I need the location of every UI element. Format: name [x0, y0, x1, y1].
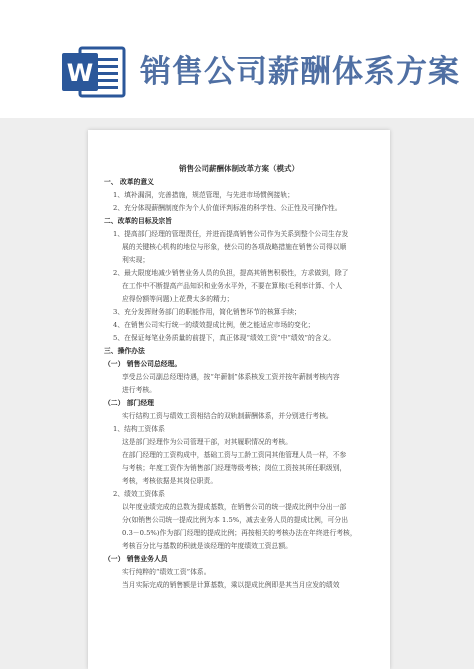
section-heading: （一） 销售公司总经理。: [104, 360, 182, 368]
paragraph-line: 这是部门经理作为公司管理干部，对其履职情况的考核。: [122, 438, 292, 446]
paragraph-line: 2、绩效工资体系: [113, 490, 165, 498]
paragraph-line: 在工作中不断提高产品知识和业务水平外，不要在算账(毛利率计算、个人: [122, 282, 343, 290]
paragraph-line: 0.3－0.5%)作为部门经理的提成比例；再按相关的考核办法在年终进行考核，: [122, 529, 357, 537]
paragraph-line: 3、充分发挥财务部门的职能作用，简化销售环节的核算手续；: [113, 308, 301, 316]
paragraph-line: 考核，考核依据是其岗位职责。: [122, 477, 218, 485]
section-heading: 二、改革的目标及宗旨: [104, 217, 172, 225]
paragraph-line: 1、结构工资体系: [113, 425, 165, 433]
section-heading: （一） 销售业务人员: [104, 555, 168, 563]
banner-title: 销售公司薪酬体系方案: [140, 54, 460, 90]
paragraph-line: 利实现；: [122, 256, 150, 264]
paragraph-line: 2、最大限度地减少销售业务人员的负担，提高其销售积极性，方求做到，除了: [113, 269, 349, 277]
paragraph-line: 1、提高部门经理的管理责任，并进而提高销售公司作为关系到整个公司生存发: [113, 230, 349, 238]
paragraph-line: 考核百分比与基数的积就是该经理的年度绩效工资总额。: [122, 542, 292, 550]
section-heading: （二） 部门经理: [104, 399, 154, 407]
paragraph-line: 实行结构工资与绩效工资相结合的双轨制薪酬体系，并分别进行考核。: [122, 412, 333, 420]
paragraph-line: 在部门经理的工资构成中，基础工资与工龄工资同其他管理人员一样，不参: [122, 451, 347, 459]
paragraph-line: 分(如销售公司统一提成比例为本 1.5%，减去业务人员的提成比例，可分出: [122, 516, 348, 524]
section-heading: 三、操作办法: [104, 347, 145, 355]
section-heading: 一、 改革的意义: [104, 178, 154, 186]
paragraph-line: 应得份额等问题)上花费太多的精力；: [122, 295, 234, 303]
paragraph-line: 4、在销售公司实行统一的绩效提成比例，使之能适应市场的变化；: [113, 321, 315, 329]
paragraph-line: 当月实际完成的销售额是计算基数，乘以提成比例即是其当月应发的绩效: [122, 581, 340, 589]
paragraph-line: 1、填补漏洞，完善措施，规范管理，与先进市场惯例接轨；: [113, 191, 295, 199]
paragraph-line: 2、充分体现薪酬制度作为个人价值评判标准的科学性、公正性及可操作性。: [113, 204, 342, 212]
paragraph-line: 进行考核。: [122, 386, 156, 394]
document-title: 销售公司薪酬体制改革方案（模式）: [179, 164, 299, 173]
paragraph-line: 展的关键核心机构的地位与形象，使公司的各项战略措施在销售公司得以顺: [122, 243, 347, 251]
paragraph-line: 享受总公司副总经理待遇，按“年薪制”体系核发工资并按年薪制考核内容: [122, 373, 340, 381]
paragraph-line: 5、在保证每笔业务质量的前提下，真正体现“绩效工资”中“绩效”的含义。: [113, 334, 336, 342]
word-icon-letter: W: [66, 59, 94, 87]
banner-header: [0, 0, 474, 110]
paragraph-line: 与考核；年度工资作为销售部门经理等级考核；岗位工资按其所任职级别，: [122, 464, 347, 472]
paragraph-line: 实行纯粹的“绩效工资”体系。: [122, 568, 211, 576]
word-doc-icon: [60, 44, 126, 100]
paragraph-line: 以年度业绩完成的总数为提成基数，在销售公司的统一提成比例中分出一部: [122, 503, 347, 511]
